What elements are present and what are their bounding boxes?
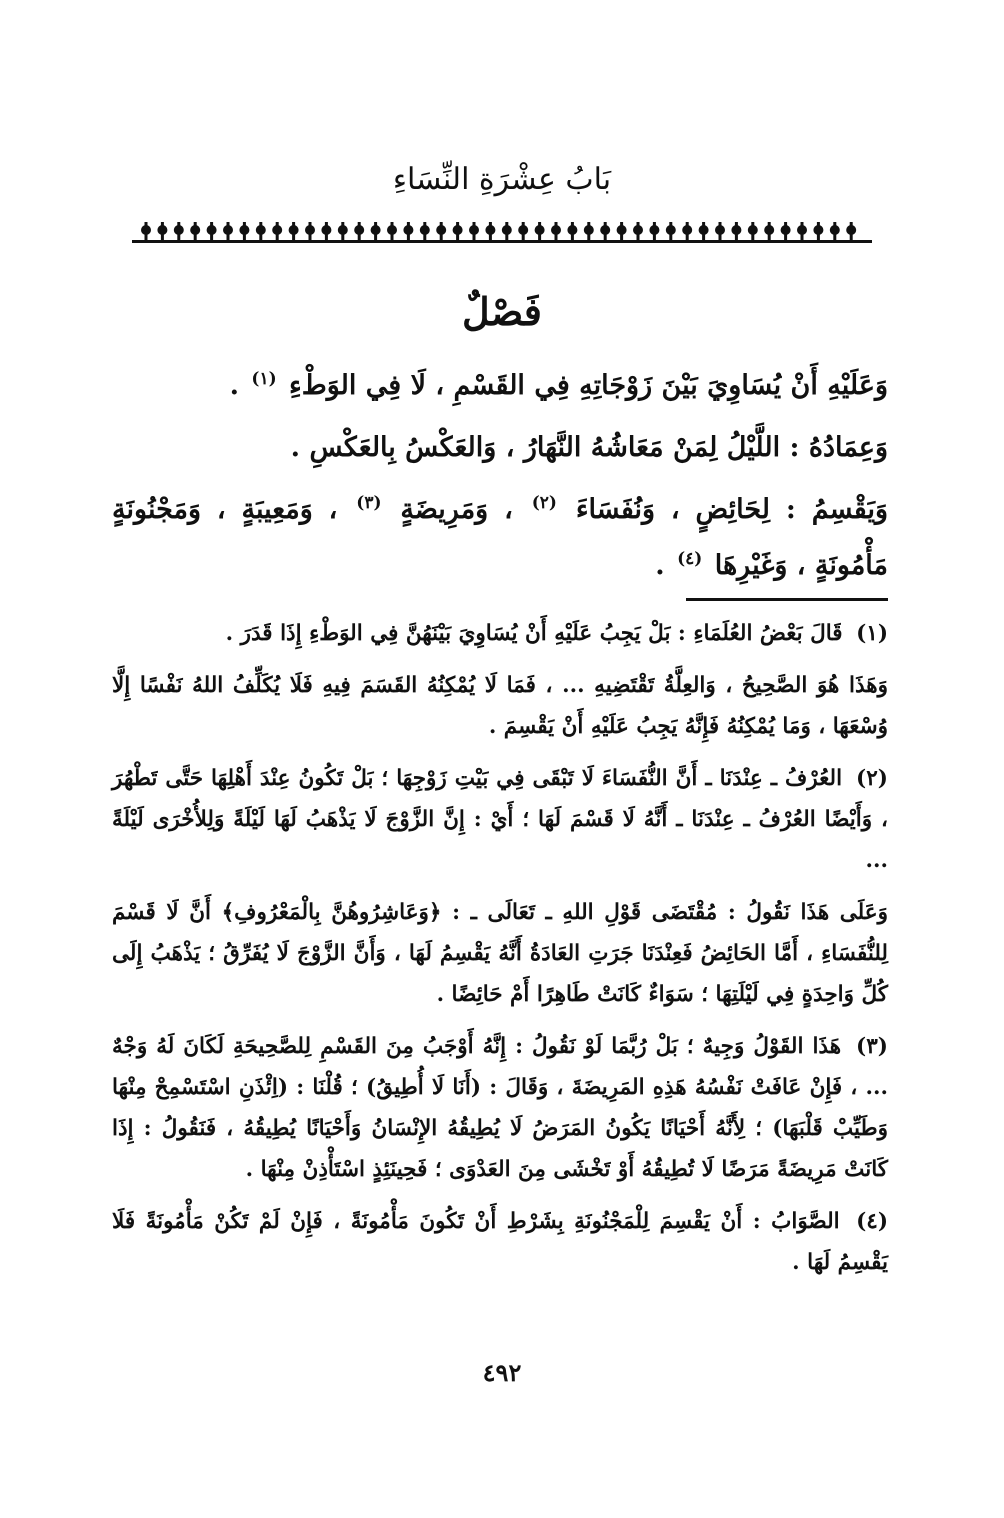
footnote-separator (686, 598, 888, 601)
footnote-1-continued: وَهَذَا هُوَ الصَّحِيحُ ، وَالعِلَّةُ تَقْتَضِيهِ ... ، فَمَا لَا يُمْكِنُهُ القَسَمَ فِيهِ فَلَا يُكَلِّفُ اللهُ نَفْسًا إِلَّا وُسْعَهَا ، وَمَا يُمْكِنُهُ فَإِنَّهُ يَجِبُ عَلَيْهِ أَنْ يَقْسِمَ . (112, 673, 888, 739)
ornament-stem (702, 222, 705, 240)
main-paragraph-3: وَيَقْسِمُ : لِحَائِضٍ ، وَنُفَسَاءَ $^{(٢)}$ ، وَمَرِيضَةٍ $^{(٣)}$ ، وَمَعِيبَةٍ ، وَمَجْنُونَةٍ مَأْمُونَةٍ ، وَغَيْرِهَا $^{(٤)}$ . (112, 493, 888, 581)
ornament-stem (850, 222, 853, 240)
page-number: ٤٩٢ (482, 1358, 522, 1387)
main-paragraph-2: وَعِمَادُهُ : اللَّيْلُ لِمَنْ مَعَاشُهُ النَّهَارُ ، وَالعَكْسُ بِالعَكْسِ . (290, 432, 888, 463)
ornament-stem (358, 222, 361, 240)
main-text (112, 358, 888, 600)
ornament-stem (292, 222, 295, 240)
ornament-stem (456, 222, 459, 240)
footnote-ref-3: (٣) (356, 493, 382, 513)
ornament-stem (620, 222, 623, 240)
footnote-number: (٤) (856, 1209, 888, 1234)
footnote-number: (١) (856, 621, 888, 646)
footnote-ref-2: (٢) (531, 493, 557, 513)
footnote-2-continued: وَعَلَى هَذَا نَقُولُ : مُقْتَضَى قَوْلِ اللهِ ـ تَعَالَى ـ : ﴿وَعَاشِرُوهُنَّ بِالْمَعْرُوفِ﴾ أَنَّ لَا قَسْمَ لِلنُّفَسَاءِ ، أَمَّا الحَائِضُ فَعِنْدَنَا جَرَتِ العَادَةُ أَنَّهُ يَقْسِمُ لَهَا ، وَأَنَّ الزَّوْجَ لَا يُفَرِّقُ ؛ يَذْهَبُ إِلَى كُلِّ وَاحِدَةٍ فِي لَيْلَتِهَا ؛ سَوَاءٌ كَانَتْ طَاهِرًا أَمْ حَائِضًا . (112, 900, 888, 1007)
ornament-stem (309, 222, 312, 240)
ornament-stem (555, 222, 558, 240)
ornament-stem (637, 222, 640, 240)
ornament-stem (587, 222, 590, 240)
ornament-stem (751, 222, 754, 240)
ornament-stem (391, 222, 394, 240)
section-title: فَصْلٌ (462, 289, 542, 334)
ornament-stem (735, 222, 738, 240)
ornament-stem (243, 222, 246, 240)
ornament-stem (374, 222, 377, 240)
footnotes (112, 613, 888, 1294)
ornament-stem (801, 222, 804, 240)
footnote-4: (٤) الصَّوَابُ : أَنْ يَقْسِمَ لِلْمَجْنُونَةِ بِشَرْطِ أَنْ تَكُونَ مَأْمُونَةً ، فَإِنْ لَمْ تَكُنْ مَأْمُونَةً فَلَا يَقْسِمُ لَهَا . (112, 1209, 888, 1275)
ornament-stem (784, 222, 787, 240)
ornament-stem (440, 222, 443, 240)
ornament-stem (227, 222, 230, 240)
ornament-stem (522, 222, 525, 240)
chapter-header-title: بَابُ عِشْرَةِ النِّسَاءِ (392, 162, 612, 197)
ornament-stem (423, 222, 426, 240)
ornament-stem (489, 222, 492, 240)
ornament-stem (653, 222, 656, 240)
ornament-stem (833, 222, 836, 240)
ornament-stem (325, 222, 328, 240)
ornament-stem (768, 222, 771, 240)
footnote-number: (٣) (856, 1034, 888, 1059)
main-paragraph-1: وَعَلَيْهِ أَنْ يُسَاوِيَ بَيْنَ زَوْجَاتِهِ فِي القَسْمِ ، لَا فِي الوَطْءِ $^{(١)}$ . (229, 369, 888, 401)
ornament-stem (276, 222, 279, 240)
ornament-stem (473, 222, 476, 240)
ornament-stem (669, 222, 672, 240)
footnote-2: (٢) العُرْفُ ـ عِنْدَنَا ـ أَنَّ النُّفَسَاءَ لَا تَبْقَى فِي بَيْتِ زَوْجِهَا ؛ بَلْ تَكُونُ عِنْدَ أَهْلِهَا حَتَّى تَطْهُرَ ، وَأَيْضًا العُرْفُ ـ عِنْدَنَا ـ أَنَّهُ لَا قَسْمَ لَهَا ؛ أَيْ : إِنَّ الزَّوْجَ لَا يَذْهَبُ لَهَا لَيْلَةً وَلِلأُخْرَى لَيْلَةً ... (112, 766, 888, 873)
ornament-stem (686, 222, 689, 240)
ornament-stem (259, 222, 262, 240)
ornament-stem (538, 222, 541, 240)
footnote-ref-4: (٤) (677, 549, 703, 569)
ornament-stem (817, 222, 820, 240)
ornament-stem (604, 222, 607, 240)
footnote-ref-1: (١) (251, 369, 277, 389)
ornament-stem (505, 222, 508, 240)
ornament-stem (145, 222, 148, 240)
ornament-stem (177, 222, 180, 240)
footnote-number: (٢) (856, 766, 888, 791)
ornament-stem (571, 222, 574, 240)
ornament-stem (719, 222, 722, 240)
footnote-1: (١) قَالَ بَعْضُ العُلَمَاءِ : بَلْ يَجِبُ عَلَيْهِ أَنْ يُسَاوِيَ بَيْنَهُنَّ فِي الوَطْءِ إِذَا قَدَرَ . (225, 621, 888, 646)
decorative-border-ornament (132, 218, 872, 248)
ornament-stem (341, 222, 344, 240)
ornament-stem (210, 222, 213, 240)
ornament-stem (194, 222, 197, 240)
footnote-3: (٣) هَذَا القَوْلُ وَجِيهٌ ؛ بَلْ رُبَّمَا لَوْ نَقُولُ : إِنَّهُ أَوْجَبُ مِنَ القَسْمِ لِلصَّحِيحَةِ لَكَانَ لَهُ وَجْهٌ ... ، فَإِنْ عَافَتْ نَفْسُهُ هَذِهِ المَرِيضَةَ ، وَقَالَ : (أَنَا لَا أُطِيقُ) ؛ قُلْنَا : (اِئْذَنِ اسْتَسْمِحْ مِنْهَا وَطَيِّبْ قَلْبَهَا) ؛ لِأَنَّهُ أَحْيَانًا يَكُونُ المَرَضُ لَا يُطِيقُهُ الإِنْسَانُ وَأَحْيَانًا يُطِيقُهُ ، فَنَقُولُ : إِذَا كَانَتْ مَرِيضَةً مَرَضًا لَا تُطِيقُهُ أَوْ تَخْشَى مِنَ العَدْوَى ؛ فَحِينَئِذٍ اسْتَأْذِنْ مِنْهَا . (112, 1034, 888, 1182)
ornament-stem (161, 222, 164, 240)
ornament-stem (407, 222, 410, 240)
